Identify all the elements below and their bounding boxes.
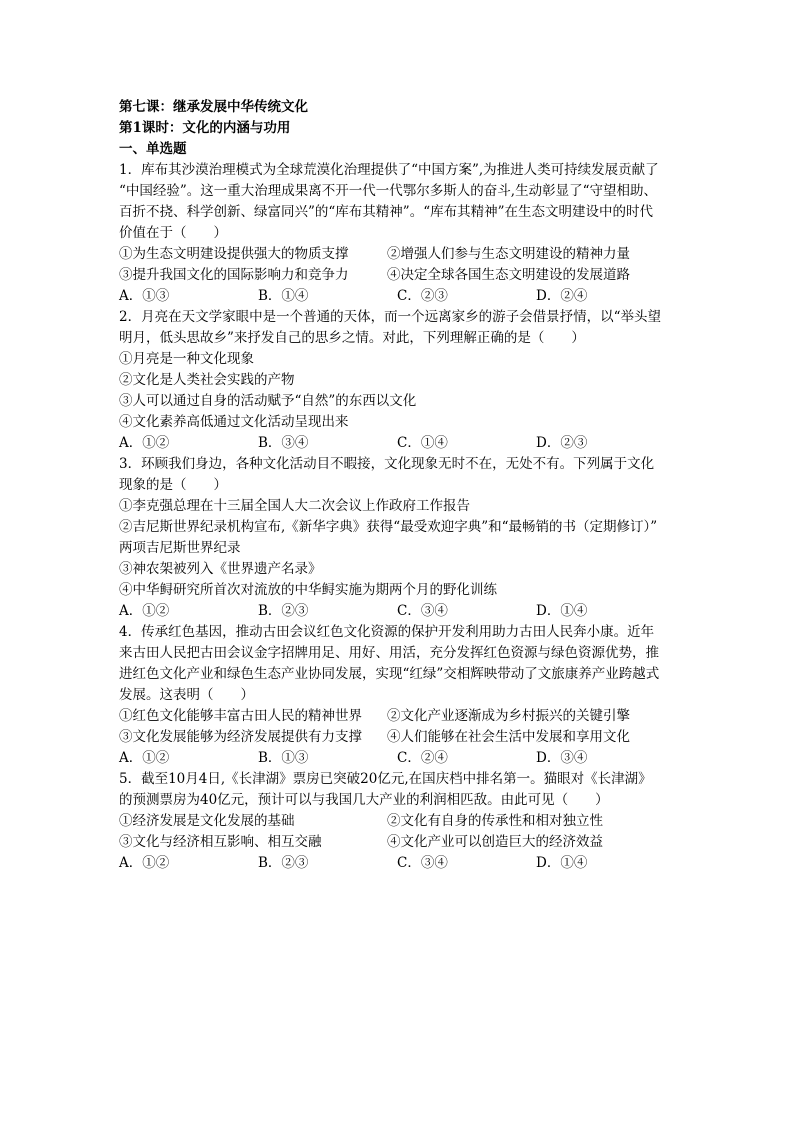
answer-choice[interactable]: A．①② (119, 435, 170, 451)
option-statement: ③神农架被列入《世界遗产名录》 (119, 561, 322, 577)
answer-choice[interactable]: C．②③ (397, 288, 448, 304)
option-statement: ①红色文化能够丰富古田人民的精神世界 (119, 708, 362, 724)
part-title: 一、单选题 (119, 141, 187, 157)
option-statement: ①为生态文明建设提供强大的物质支撑 (119, 246, 349, 262)
answer-choices (119, 853, 689, 874)
question-stem-line: 2．月亮在天文学家眼中是一个普通的天体，而一个远离家乡的游子会借景抒情，以“举头望 (119, 309, 661, 325)
question-stem-line: 明月，低头思故乡”来抒发自己的思乡之情。对此，下列理解正确的是（ ） (119, 330, 585, 346)
option-statement: ④文化素养高低通过文化活动呈现出来 (119, 414, 349, 430)
answer-choice[interactable]: B．②③ (258, 603, 309, 619)
question-stem-line: “中国经验”。这一重大治理成果离不开一代一代鄂尔多斯人的奋斗,生动彰显了“守望相助、 (119, 183, 657, 199)
answer-choice[interactable]: A．①② (119, 603, 170, 619)
answer-choice[interactable]: C．③④ (397, 603, 448, 619)
answer-choice[interactable]: B．③④ (258, 435, 309, 451)
option-row (119, 244, 689, 265)
answer-choice[interactable]: A．①③ (119, 288, 170, 304)
option-statement: ④文化产业可以创造巨大的经济效益 (387, 834, 603, 850)
answer-choice[interactable]: D．①④ (536, 603, 588, 619)
option-row (119, 391, 689, 412)
option-statement: ①经济发展是文化发展的基础 (119, 813, 295, 829)
question-stem-line: 现象的是（ ） (119, 477, 227, 493)
question-4 (119, 622, 689, 769)
answer-choice[interactable]: D．①④ (536, 855, 588, 871)
option-statement: ④决定全球各国生态文明建设的发展道路 (387, 267, 630, 283)
option-row (119, 538, 689, 559)
option-row (119, 706, 689, 727)
option-statement: ①李克强总理在十三届全国人大二次会议上作政府工作报告 (119, 498, 470, 514)
option-row (119, 349, 689, 370)
option-row (119, 727, 689, 748)
question-2 (119, 307, 689, 454)
answer-choices (119, 433, 689, 454)
question-list (119, 160, 689, 874)
question-1 (119, 160, 689, 307)
option-statement: ②增强人们参与生态文明建设的精神力量 (387, 246, 630, 262)
option-statement: ②文化有自身的传承性和相对独立性 (387, 813, 603, 829)
question-stem-line: 4．传承红色基因，推动古田会议红色文化资源的保护开发利用助力古田人民奔小康。近年 (119, 624, 655, 640)
option-row (119, 412, 689, 433)
answer-choice[interactable]: D．②④ (536, 288, 588, 304)
question-stem-line: 的预测票房为40亿元，预计可以与我国几大产业的利润相匹敌。由此可见（ ） (119, 792, 609, 808)
answer-choice[interactable]: A．①② (119, 750, 170, 766)
question-3 (119, 454, 689, 622)
answer-choices (119, 601, 689, 622)
option-statement: ③文化发展能够为经济发展提供有力支撑 (119, 729, 362, 745)
question-stem-line: 进红色文化产业和绿色生态产业协同发展，实现“红绿”交相辉映带动了文旅康养产业跨越式 (119, 666, 660, 682)
answer-choice[interactable]: D．③④ (536, 750, 588, 766)
question-stem-line: 1．库布其沙漠治理模式为全球荒漠化治理提供了“中国方案”,为推进人类可持续发展贡献了 (119, 162, 659, 178)
lesson-title: 第七课：继承发展中华传统文化 (119, 99, 308, 115)
question-5 (119, 769, 689, 874)
worksheet (119, 97, 689, 874)
question-stem-line: 百折不挠、科学创新、绿富同兴”的“库布其精神”。“库布其精神”在生态文明建设中的时代 (119, 204, 654, 220)
option-row (119, 832, 689, 853)
question-stem-line: 5．截至10月4日,《长津湖》票房已突破20亿元,在国庆档中排名第一。猫眼对《长津湖》 (119, 771, 652, 787)
answer-choice[interactable]: B．①③ (258, 750, 309, 766)
option-row (119, 559, 689, 580)
question-stem-line: 来古田人民把古田会议金字招牌用足、用好、用活，充分发挥红色资源与绿色资源优势，推 (119, 645, 659, 661)
option-statement: ④中华鲟研究所首次对流放的中华鲟实施为期两个月的野化训练 (119, 582, 497, 598)
option-statement: ①月亮是一种文化现象 (119, 351, 254, 367)
answer-choice[interactable]: C．③④ (397, 855, 448, 871)
option-statement: ③文化与经济相互影响、相互交融 (119, 834, 322, 850)
option-statement: ③提升我国文化的国际影响力和竞争力 (119, 267, 349, 283)
option-statement: ④人们能够在社会生活中发展和享用文化 (387, 729, 630, 745)
answer-choice[interactable]: B．①④ (258, 288, 309, 304)
answer-choices (119, 286, 689, 307)
option-statement: ②吉尼斯世界纪录机构宣布,《新华字典》获得“最受欢迎字典”和“最畅销的书（定期修订）” (119, 519, 658, 535)
option-statement: ②文化产业逐渐成为乡村振兴的关键引擎 (387, 708, 630, 724)
option-statement: ③人可以通过自身的活动赋予“自然”的东西以文化 (119, 393, 417, 409)
answer-choice[interactable]: D．②③ (536, 435, 588, 451)
option-statement: ②文化是人类社会实践的产物 (119, 372, 295, 388)
question-stem-line: 发展。这表明（ ） (119, 687, 254, 703)
question-stem-line: 价值在于（ ） (119, 225, 227, 241)
option-row (119, 265, 689, 286)
option-row (119, 580, 689, 601)
option-row (119, 370, 689, 391)
section-title: 第1课时：文化的内涵与功用 (119, 120, 291, 136)
answer-choice[interactable]: A．①② (119, 855, 170, 871)
answer-choices (119, 748, 689, 769)
answer-choice[interactable]: C．②④ (397, 750, 448, 766)
option-statement: 两项吉尼斯世界纪录 (119, 540, 241, 556)
option-row (119, 517, 689, 538)
answer-choice[interactable]: B．②③ (258, 855, 309, 871)
answer-choice[interactable]: C．①④ (397, 435, 448, 451)
option-row (119, 496, 689, 517)
question-stem-line: 3．环顾我们身边，各种文化活动目不暇接，文化现象无时不在，无处不有。下列属于文化 (119, 456, 655, 472)
option-row (119, 811, 689, 832)
